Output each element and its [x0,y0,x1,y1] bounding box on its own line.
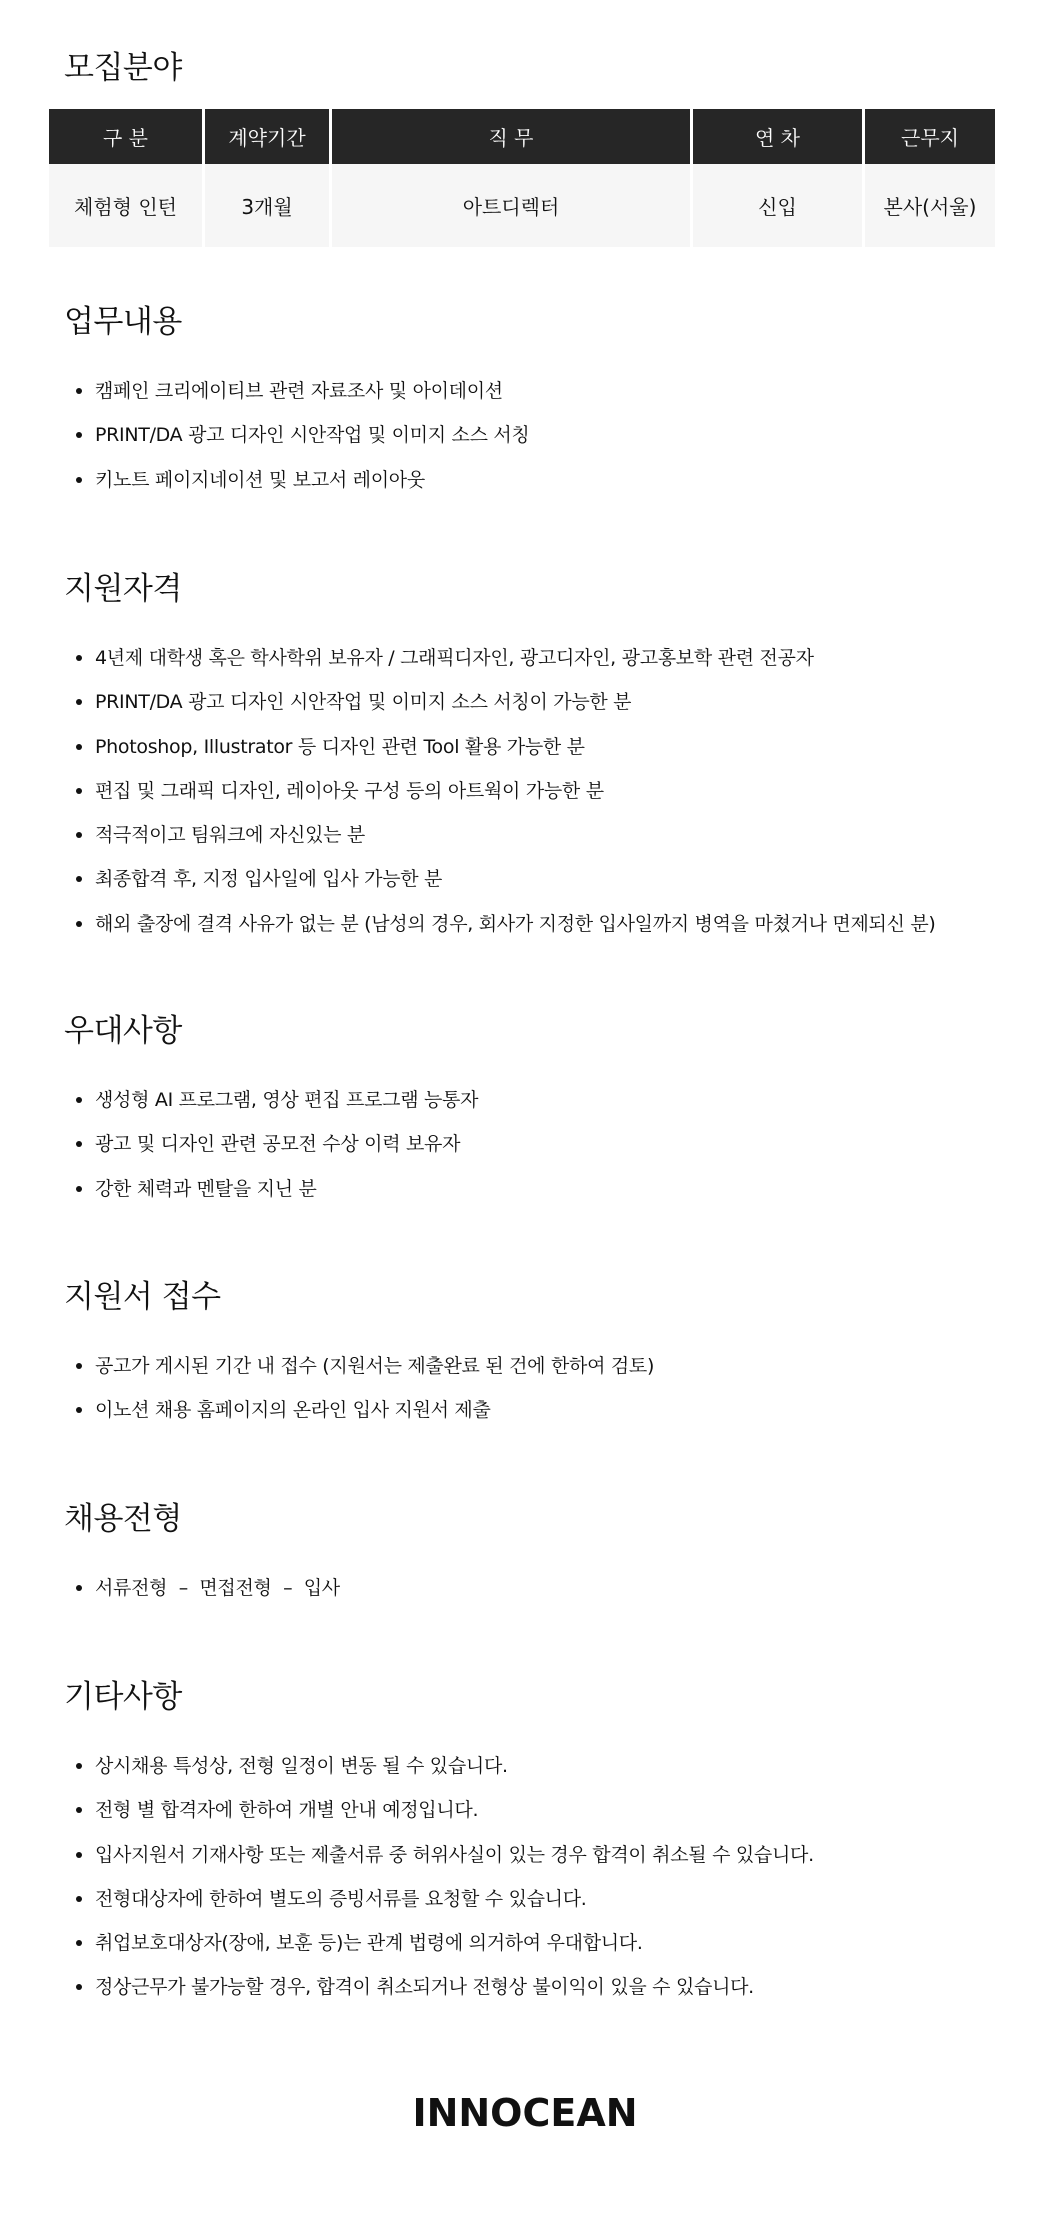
bullet-dot [76,388,82,394]
list-item [74,1566,340,1610]
list-item [74,636,936,680]
bullet-dot [76,1984,82,1990]
table-row [49,164,995,247]
bullet-dot [76,1363,82,1369]
table-cell-category: 체험형 인턴 [49,164,205,247]
bullet-dot [76,1407,82,1413]
list-item [74,769,936,813]
bullet-dot [76,699,82,705]
bullet-dot [76,921,82,927]
table-cell-experience: 신입 [693,164,865,247]
list-item-text: PRINT/DA 광고 디자인 시안작업 및 이미지 소스 서칭 [95,424,530,447]
qualifications-list [74,636,936,946]
list-item-text: PRINT/DA 광고 디자인 시안작업 및 이미지 소스 서칭이 가능한 분 [95,691,632,714]
list-item-text: 전형대상자에 한하여 별도의 증빙서류를 요청할 수 있습니다. [95,1887,587,1910]
table-header-job: 직 무 [332,109,693,164]
list-item-text: 이노션 채용 홈페이지의 온라인 입사 지원서 제출 [95,1399,491,1422]
list-item [74,1388,654,1432]
innocean-logo: INNOCEAN [412,2091,638,2135]
list-item [74,1078,478,1122]
section-title-application: 지원서 접수 [64,1279,221,1315]
list-item [74,1877,814,1921]
preferences-list [74,1078,478,1211]
list-item-text: 서류전형 – 면접전형 – 입사 [95,1577,340,1599]
list-item-text: 정상근무가 불가능할 경우, 합격이 취소되거나 전형상 불이익이 있을 수 있습니다. [95,1976,754,1999]
table-header-category: 구 분 [49,109,205,164]
list-item-text: 생성형 AI 프로그램, 영상 편집 프로그램 능통자 [95,1089,479,1111]
list-item-text: 전형 별 합격자에 한하여 개별 안내 예정입니다. [95,1799,479,1822]
list-item [74,1833,814,1877]
section-title-process: 채용전형 [64,1501,182,1537]
bullet-dot [76,1940,82,1946]
duties-list [74,369,529,502]
table-cell-contract-period: 3개월 [205,164,332,247]
list-item [74,857,936,901]
bullet-dot [76,1141,82,1147]
list-item-text: 해외 출장에 결격 사유가 없는 분 (남성의 경우, 회사가 지정한 입사일까지 병역을 마쳤거나 면제되신 분) [95,912,936,935]
table-cell-location: 본사(서울) [865,164,995,247]
etc-list [74,1744,814,2010]
bullet-dot [76,788,82,794]
bullet-dot [76,1896,82,1902]
list-item [74,680,936,724]
bullet-dot [76,1852,82,1858]
section-title-qualifications: 지원자격 [64,571,182,607]
list-item-text: 공고가 게시된 기간 내 접수 (지원서는 제출완료 된 건에 한하여 검토) [95,1355,655,1377]
list-item [74,1122,478,1166]
list-item-text: 취업보호대상자(장애, 보훈 등)는 관계 법령에 의거하여 우대합니다. [95,1932,643,1955]
list-item [74,458,529,502]
table-header-location: 근무지 [865,109,995,164]
table-header-row [49,109,995,164]
list-item-text: 캠페인 크리에이티브 관련 자료조사 및 아이데이션 [95,380,503,402]
bullet-dot [76,832,82,838]
bullet-dot [76,876,82,882]
list-item-text: 강한 체력과 멘탈을 지닌 분 [95,1177,317,1200]
bullet-dot [76,1807,82,1813]
list-item-text: 4년제 대학생 혹은 학사학위 보유자 / 그래픽디자인, 광고디자인, 광고홍보학 관련 전공자 [95,647,814,669]
section-title-duties: 업무내용 [64,304,182,340]
list-item [74,369,529,413]
list-item-text: 키노트 페이지네이션 및 보고서 레이아웃 [95,468,425,491]
table-cell-job: 아트디렉터 [332,164,693,247]
bullet-dot [76,1186,82,1192]
list-item-text: 편집 및 그래픽 디자인, 레이아웃 구성 등의 아트웍이 가능한 분 [95,779,604,802]
bullet-dot [76,1097,82,1103]
list-item [74,413,529,457]
section-title-recruit-field: 모집분야 [64,50,182,86]
list-item-text: 적극적이고 팀워크에 자신있는 분 [95,824,365,847]
bullet-dot [76,477,82,483]
list-item [74,725,936,769]
table-header-contract-period: 계약기간 [205,109,332,164]
list-item [74,1921,814,1965]
bullet-dot [76,744,82,750]
bullet-dot [76,432,82,438]
list-item-text: 최종합격 후, 지정 입사일에 입사 가능한 분 [95,868,443,891]
list-item [74,1788,814,1832]
table-header-experience: 연 차 [693,109,865,164]
list-item [74,1965,814,2009]
section-title-preferences: 우대사항 [64,1013,182,1049]
bullet-dot [76,1585,82,1591]
list-item [74,1744,814,1788]
list-item [74,1167,478,1211]
bullet-dot [76,655,82,661]
bullet-dot [76,1763,82,1769]
process-list [74,1566,340,1610]
list-item-text: 광고 및 디자인 관련 공모전 수상 이력 보유자 [95,1133,461,1156]
list-item-text: 상시채용 특성상, 전형 일정이 변동 될 수 있습니다. [95,1755,508,1777]
section-title-etc: 기타사항 [64,1679,182,1715]
application-list [74,1344,654,1433]
list-item-text: 입사지원서 기재사항 또는 제출서류 중 허위사실이 있는 경우 합격이 취소될 수 있습니다. [95,1843,814,1866]
list-item [74,813,936,857]
list-item [74,902,936,946]
list-item [74,1344,654,1388]
recruit-field-table [49,109,995,247]
list-item-text: Photoshop, Illustrator 등 디자인 관련 Tool 활용 가능한 분 [95,735,585,758]
